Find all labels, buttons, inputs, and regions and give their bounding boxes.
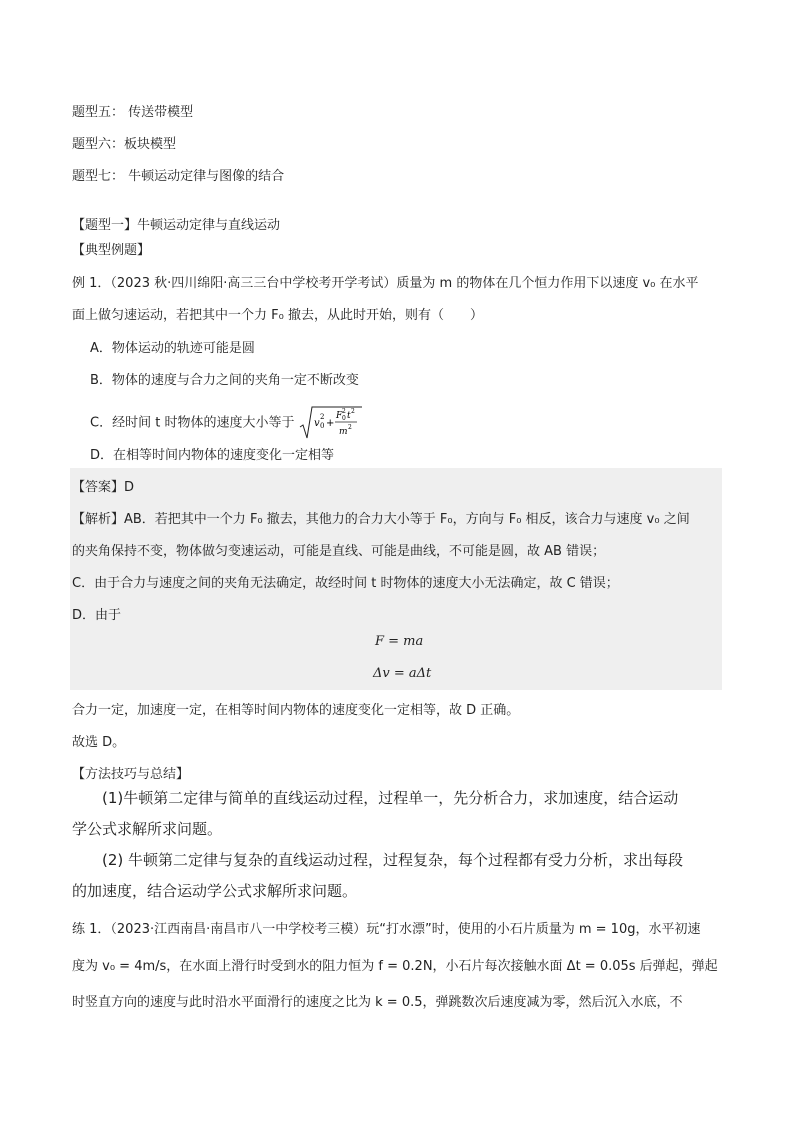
svg-text:2: 2 [341,408,346,415]
typical-example-heading: 【典型例题】 [72,243,151,258]
option-a: A．物体运动的轨迹可能是圆 [90,341,255,356]
svg-text:F: F [335,411,342,421]
method-p2-line-1: (2) 牛顿第二定律与复杂的直线运动过程，过程复杂，每个过程都有受力分析，求出每段 [102,851,684,869]
conclusion: 故选 D。 [72,735,126,750]
method-p2-line-2: 的加速度，结合运动学公式求解所求问题。 [72,882,358,900]
toc-item-5: 题型五： 传送带模型 [72,105,194,120]
svg-text:2: 2 [350,408,355,415]
formula-delta-v: Δv = aΔt [373,666,432,681]
svg-text:0: 0 [341,415,346,422]
method-p1-line-1: (1)牛顿第二定律与简单的直线运动过程，过程单一，先分析合力，求加速度，结合运动 [102,789,679,807]
svg-text:2: 2 [347,424,352,431]
option-c-text: C．经时间 t 时物体的速度大小等于 [90,415,295,431]
svg-text:t: t [346,411,351,421]
svg-text:0: 0 [319,422,325,430]
analysis-line-1: 【解析】AB．若把其中一个力 F₀ 撤去，其他力的合力大小等于 F₀，方向与 F₀ 相反，该合力与速度 v₀ 之间 [72,512,690,527]
section-title: 【题型一】牛顿运动定律与直线运动 [72,218,281,233]
sqrt-formula [299,405,363,441]
svg-text:v: v [313,418,320,429]
practice-1-line-2: 度为 v₀ = 4m/s，在水面上滑行时受到水的阻力恒为 f = 0.2N，小石片每次接触水面 Δt = 0.05s 后弹起，弹起 [72,959,718,974]
option-b: B．物体的速度与合力之间的夹角一定不断改变 [90,373,359,388]
analysis-line-2: 的夹角保持不变，物体做匀变速运动，可能是直线、可能是曲线，不可能是圆，故 AB 错误； [72,544,606,559]
svg-text:2: 2 [319,413,325,421]
analysis-line-4: D．由于 [72,608,122,623]
formula-f-ma: F = ma [375,634,424,649]
toc-item-6: 题型六：板块模型 [72,137,177,152]
answer: 【答案】D [72,480,135,495]
practice-1-line-3: 时竖直方向的速度与此时沿水平面滑行的速度之比为 k = 0.5，弹跳数次后速度减为零，然后沉入水底，不 [72,995,683,1010]
example-1-line-2: 面上做匀速运动，若把其中一个力 F₀ 撤去，从此时开始，则有（ ） [72,308,483,323]
option-d: D．在相等时间内物体的速度变化一定相等 [90,448,335,463]
method-heading: 【方法技巧与总结】 [72,767,190,782]
practice-1-line-1: 练 1．（2023·江西南昌·南昌市八一中学校考三模）玩“打水漂”时，使用的小石片质量为 m = 10g，水平初速 [72,922,701,937]
option-c [90,405,363,441]
analysis-line-3: C．由于合力与速度之间的夹角无法确定，故经时间 t 时物体的速度大小无法确定，故 C 错误； [72,576,619,591]
toc-item-7: 题型七： 牛顿运动定律与图像的结合 [72,169,285,184]
method-p1-line-2: 学公式求解所求问题。 [72,820,223,838]
analysis-line-5: 合力一定，加速度一定，在相等时间内物体的速度变化一定相等，故 D 正确。 [72,703,520,718]
svg-text:+: + [325,418,334,429]
example-1-line-1: 例 1．（2023 秋·四川绵阳·高三三台中学校考开学考试）质量为 m 的物体在几个恒力作用下以速度 v₀ 在水平 [72,276,699,291]
svg-text:m: m [338,427,348,437]
